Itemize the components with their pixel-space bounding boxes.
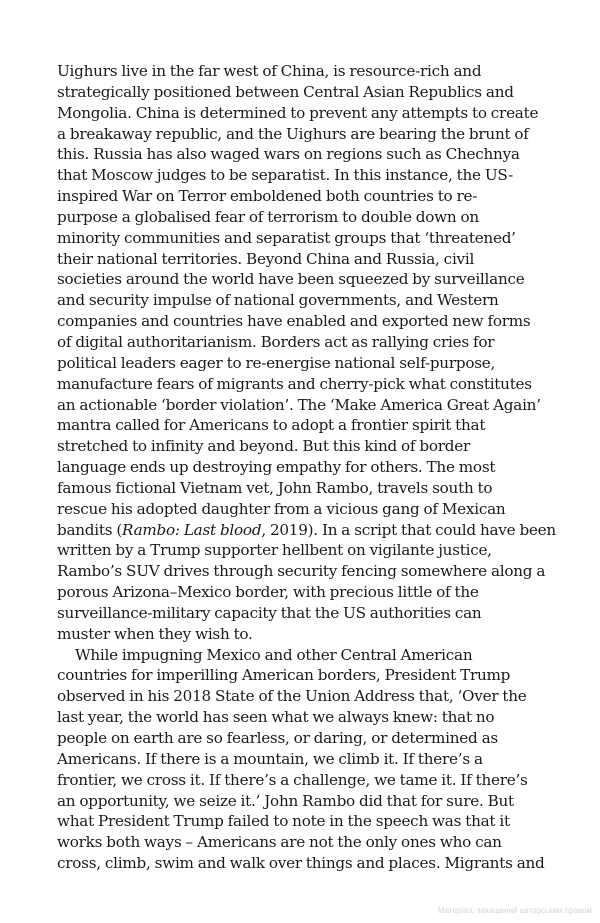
text-segment: , 2019). In a script that could have been [261,520,556,539]
text-line: stretched to infinity and beyond. But this kind of border [57,437,470,456]
text-line: language ends up destroying empathy for others. The most [57,458,496,477]
text-line: written by a Trump supporter hellbent on vigilante justice, [57,541,492,560]
text-line: frontier, we cross it. If there’s a challenge, we tame it. If there’s [57,770,528,789]
text-line: muster when they wish to. [57,624,253,643]
text-line: political leaders eager to re-energise national self-purpose, [57,353,496,372]
text-line: cross, climb, swim and walk over things and places. Migrants and [57,854,545,873]
text-line: and security impulse of national governments, and Western [57,291,499,310]
text-line: this. Russia has also waged wars on regions such as Chechnya [57,145,520,164]
text-line: inspired War on Terror emboldened both countries to re- [57,187,478,206]
text-line: works both ways – Americans are not the only ones who can [57,833,502,852]
text-line: Americans. If there is a mountain, we climb it. If there’s a [57,749,483,768]
text-line: a breakaway republic, and the Uighurs are bearing the brunt of [57,124,529,143]
text-line: Rambo’s SUV drives through security fencing somewhere along a [57,562,546,581]
text-line: surveillance-military capacity that the US authorities can [57,603,482,622]
paragraph-2 [57,645,587,874]
text-line: famous fictional Vietnam vet, John Rambo, travels south to [57,478,493,497]
text-line: mantra called for Americans to adopt a frontier spirit that [57,416,486,435]
paragraph-1 [57,61,587,645]
text-line: of digital authoritarianism. Borders act as rallying cries for [57,332,495,351]
text-line: their national territories. Beyond China and Russia, civil [57,249,475,268]
text-line: Uighurs live in the far west of China, is resource-rich and [57,62,482,80]
book-page-body [57,61,587,874]
text-line: an actionable ‘border violation’. The ‘Make America Great Again’ [57,395,541,414]
text-line-indented: While impugning Mexico and other Central American [75,645,473,664]
text-line: what President Trump failed to note in the speech was that it [57,812,510,831]
film-title-italic: Rambo: Last blood [122,520,262,539]
text-line: Mongolia. China is determined to prevent any attempts to create [57,103,539,122]
text-line: strategically positioned between Central Asian Republics and [57,82,514,101]
text-line: that Moscow judges to be separatist. In this instance, the US- [57,166,513,185]
text-line: countries for imperilling American borders, President Trump [57,666,511,685]
text-line: purpose a globalised fear of terrorism to double down on [57,207,479,226]
text-line: minority communities and separatist groups that ‘threatened’ [57,228,516,247]
text-line: observed in his 2018 State of the Union Address that, ‘Over the [57,687,527,706]
text-line: people on earth are so fearless, or daring, or determined as [57,729,498,747]
text-line: an opportunity, we seize it.’ John Rambo did that for sure. But [57,791,514,810]
text-line: last year, the world has seen what we always knew: that no [57,708,495,727]
text-line-with-film-title [57,520,587,541]
text-line: companies and countries have enabled and exported new forms [57,312,531,331]
text-line: porous Arizona–Mexico border, with precious little of the [57,583,479,602]
text-line: rescue his adopted daughter from a vicious gang of Mexican [57,499,506,518]
text-line: manufacture fears of migrants and cherry-pick what constitutes [57,374,532,393]
copyright-watermark: Матеріал, захищений авторським правом [437,906,592,915]
text-segment: bandits ( [57,520,123,539]
text-line: societies around the world have been squeezed by surveillance [57,270,525,289]
